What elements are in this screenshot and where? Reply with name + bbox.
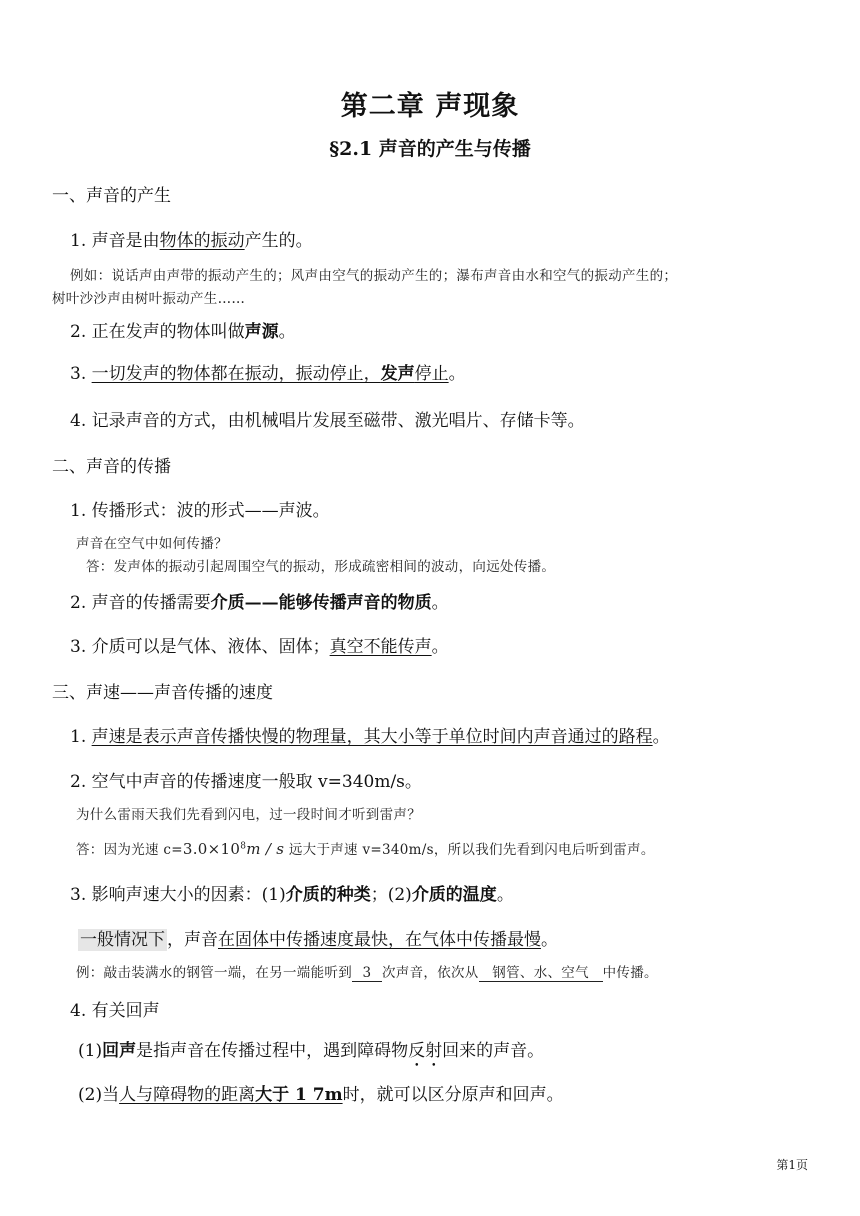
echo-definition: (1)回声是指声音在传播过程中，遇到障碍物反射回来的声音。: [78, 1041, 545, 1061]
highlight-general: 一般情况下: [80, 930, 165, 950]
question-thunder: 为什么雷雨天我们先看到闪电，过一段时间才听到雷声？: [76, 807, 421, 823]
term-sound-source: 声源: [244, 322, 279, 342]
heading-sound-propagation: 二、声音的传播: [52, 457, 171, 477]
heading-sound-speed: 三、声速——声音传播的速度: [52, 683, 273, 703]
underlined-vacuum: 真空不能传声: [329, 637, 432, 657]
heading-sound-production: 一、声音的产生: [52, 186, 171, 206]
term-medium: 介质——能够传播声音的物质: [210, 593, 432, 613]
item-3-2: 2. 空气中声音的传播速度一般取 v=340m/s。: [70, 772, 422, 792]
section-title: §2.1 声音的产生与传播: [329, 138, 531, 160]
item-3-1: 1. 声速是表示声音传播快慢的物理量，其大小等于单位时间内声音通过的路程。: [70, 727, 670, 747]
answer-air-propagation: 答：发声体的振动引起周围空气的振动，形成疏密相间的波动，向远处传播。: [86, 559, 556, 575]
item-1-3: 3. 一切发声的物体都在振动，振动停止，发声停止。: [70, 364, 466, 384]
example-line-1: 例如：说话声由声带的振动产生的；风声由空气的振动产生的；瀑布声音由水和空气的振动产生的；: [70, 268, 678, 284]
item-2-2: 2. 声音的传播需要介质——能够传播声音的物质。: [70, 593, 449, 613]
general-rule-line: 一般情况下 ，声音在固体中传播速度最快，在气体中传播最慢。: [80, 930, 558, 950]
answer-thunder: 答：因为光速 $c=3.0\times 10^8m / s$ 远大于声速 v=340m/s，所以我们先看到闪电后听到雷声。: [76, 840, 655, 858]
chapter-title: 第二章 声现象: [340, 91, 520, 122]
item-3-4: 4. 有关回声: [70, 1001, 160, 1021]
item-1-1: 1. 声音是由物体的振动产生的。: [70, 231, 313, 251]
question-air-propagation: 声音在空气中如何传播？: [76, 536, 228, 552]
underlined-vibration: 物体的振动: [159, 231, 245, 251]
factor-medium-temp: 介质的温度: [411, 885, 497, 905]
example-line-2: 树叶沙沙声由树叶振动产生……: [52, 291, 246, 307]
blank-count: 3: [352, 966, 382, 982]
item-1-2: 2. 正在发声的物体叫做声源。: [70, 322, 296, 342]
blank-order: 钢管、水、空气: [479, 966, 603, 982]
term-echo: 回声: [102, 1041, 137, 1061]
echo-distance: (2)当人与障碍物的距离大于 1 7m时，就可以区分原声和回声。: [78, 1085, 564, 1105]
item-1-4: 4. 记录声音的方式，由机械唱片发展至磁带、激光唱片、存储卡等。: [70, 411, 585, 431]
item-2-1: 1. 传播形式：波的形式——声波。: [70, 501, 330, 521]
page-number: 第1页: [776, 1158, 808, 1172]
item-3-3: 3. 影响声速大小的因素：(1)介质的种类；(2)介质的温度。: [70, 885, 514, 905]
item-2-3: 3. 介质可以是气体、液体、固体；真空不能传声。: [70, 637, 449, 657]
example-steel-pipe: 例：敲击装满水的钢管一端，在另一端能听到 3 次声音，依次从 钢管、水、空气 中传播。: [76, 965, 658, 981]
dotted-reflection: 反射: [408, 1041, 443, 1061]
factor-medium-type: 介质的种类: [285, 885, 371, 905]
